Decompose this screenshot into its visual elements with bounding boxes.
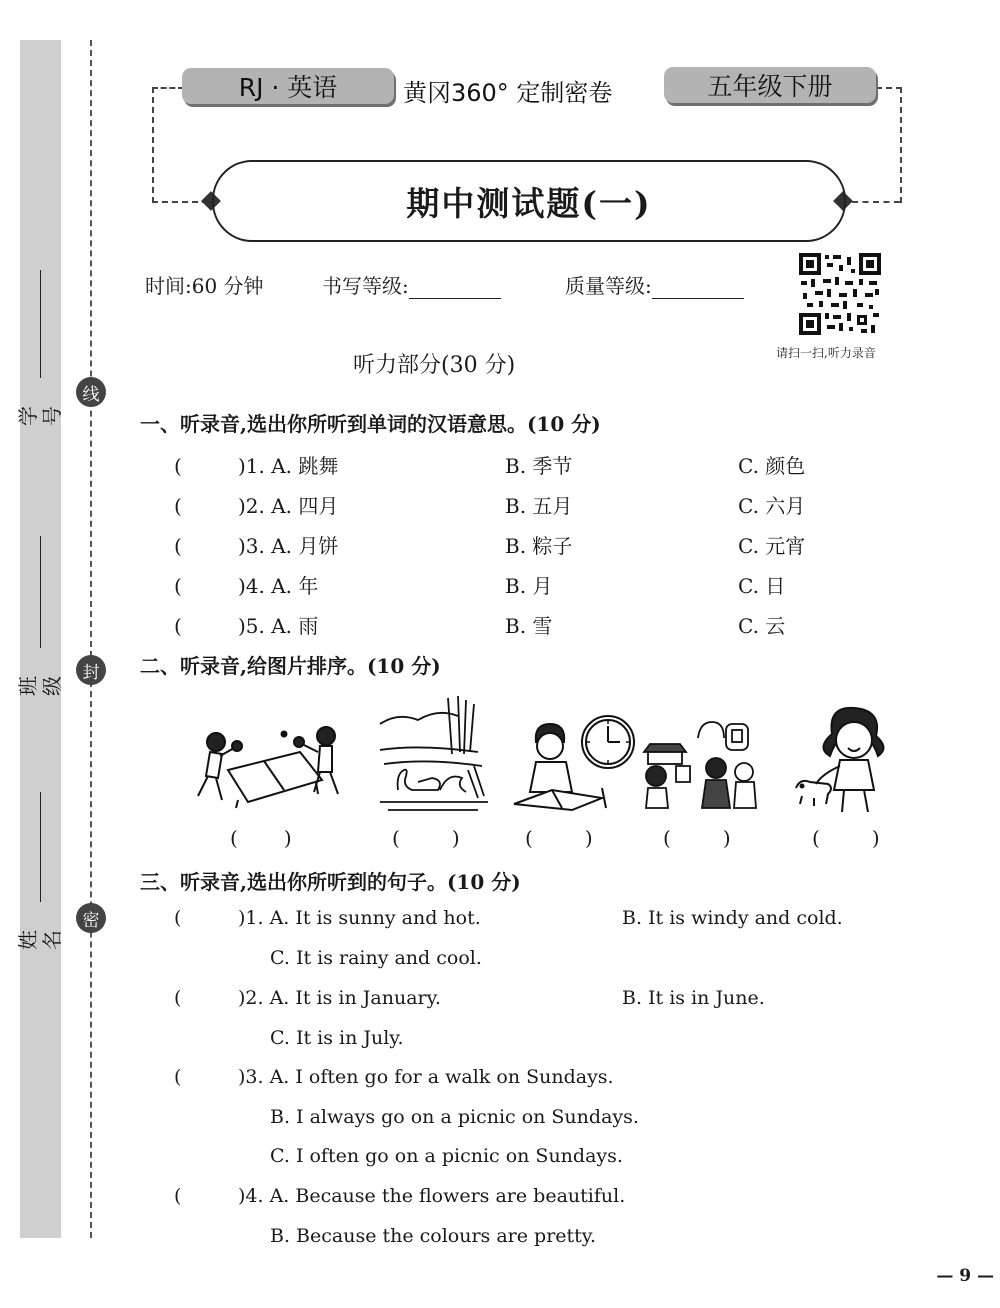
section1-heading: 一、听录音,选出你所听到单词的汉语意思。(10 分)	[140, 412, 601, 436]
student-id-blank[interactable]	[40, 270, 41, 378]
exam-title: 期中测试题(一)	[212, 160, 846, 242]
s1-question-2	[174, 490, 338, 519]
header-dash-right	[852, 201, 900, 203]
s3-q2-option-b: B. It is in June.	[622, 987, 765, 1009]
header-bracket-right	[876, 87, 902, 203]
option-a: )2. A. 四月	[238, 494, 339, 518]
picture-2-blank[interactable]: ( )	[392, 826, 460, 850]
s1-question-5	[174, 610, 318, 639]
s1-q2-option-b: B. 五月	[505, 494, 573, 518]
s1-question-4	[174, 570, 318, 599]
section2-heading: 二、听录音,给图片排序。(10 分)	[140, 654, 441, 678]
s1-q3-option-c: C. 元宵	[738, 534, 806, 558]
ping-pong-players-icon	[188, 722, 352, 810]
option-a: )1. A. 跳舞	[238, 454, 339, 478]
seal-feng: 封	[76, 655, 106, 685]
child-reading-clock-icon	[512, 712, 638, 812]
subject-tag: RJ · 英语	[182, 68, 394, 104]
s3-question-1	[174, 907, 481, 929]
picture-5-blank[interactable]: ( )	[812, 826, 880, 850]
cut-line	[90, 40, 92, 1238]
s3-q2-option-c: C. It is in July.	[270, 1027, 404, 1049]
answer-blank[interactable]: (	[174, 1185, 182, 1207]
listening-part-title: 听力部分(30 分)	[353, 353, 516, 378]
swan-lake-icon	[378, 694, 490, 814]
student-id-field	[16, 270, 64, 432]
s3-q1-option-c: C. It is rainy and cool.	[270, 947, 482, 969]
answer-blank[interactable]: (	[174, 1066, 182, 1088]
s3-q3-option-b: B. I always go on a picnic on Sundays.	[270, 1106, 639, 1128]
option-a: )5. A. 雨	[238, 614, 319, 638]
header-bracket-left	[152, 87, 184, 203]
s3-q1-option-b: B. It is windy and cold.	[622, 907, 843, 929]
answer-blank[interactable]: (	[174, 987, 182, 1009]
name-blank[interactable]	[40, 792, 41, 902]
writing-grade-blank[interactable]	[409, 274, 501, 299]
writing-grade-field	[322, 270, 501, 299]
class-blank[interactable]	[40, 536, 41, 648]
s1-q3-option-b: B. 粽子	[505, 534, 573, 558]
answer-blank[interactable]: (	[174, 534, 182, 558]
quality-grade-blank[interactable]	[652, 274, 744, 299]
time-limit: 时间:60 分钟	[145, 274, 264, 298]
s1-q5-option-b: B. 雪	[505, 614, 553, 638]
s1-q1-option-b: B. 季节	[505, 454, 573, 478]
girl-walking-dog-icon	[792, 704, 906, 816]
name-label: 姓名	[16, 930, 64, 950]
children-sightseeing-icon	[640, 716, 762, 812]
s1-question-1	[174, 450, 338, 479]
s3-question-3	[174, 1066, 614, 1088]
picture-1-blank[interactable]: ( )	[230, 826, 292, 850]
quality-grade-label: 质量等级:	[565, 274, 652, 298]
option-a: )4. A. 年	[238, 574, 319, 598]
option-a: )3. A. 月饼	[238, 534, 339, 558]
s1-q4-option-b: B. 月	[505, 574, 553, 598]
picture-4-blank[interactable]: ( )	[663, 826, 731, 850]
header-dash-left	[152, 201, 208, 203]
writing-grade-label: 书写等级:	[322, 274, 409, 298]
seal-xian: 线	[76, 377, 106, 407]
qr-caption: 请扫一扫,听力录音	[776, 346, 876, 360]
grade-tag: 五年级下册	[664, 67, 876, 103]
answer-blank[interactable]: (	[174, 574, 182, 598]
qr-code-icon[interactable]	[799, 253, 881, 335]
option-a: )3. A. I often go for a walk on Sundays.	[238, 1066, 614, 1088]
section3-heading: 三、听录音,选出你所听到的句子。(10 分)	[140, 870, 521, 894]
s3-q3-option-c: C. I often go on a picnic on Sundays.	[270, 1145, 623, 1167]
answer-blank[interactable]: (	[174, 494, 182, 518]
s3-question-2	[174, 987, 441, 1009]
name-field	[16, 792, 64, 956]
option-a: )2. A. It is in January.	[238, 987, 441, 1009]
s3-q4-option-b: B. Because the colours are pretty.	[270, 1225, 597, 1247]
quality-grade-field	[565, 270, 744, 299]
page-number: — 9 —	[936, 1266, 994, 1286]
answer-blank[interactable]: (	[174, 907, 182, 929]
answer-blank[interactable]: (	[174, 454, 182, 478]
series-title: 黄冈360° 定制密卷	[403, 79, 613, 107]
seal-mi: 密	[76, 903, 106, 933]
class-label: 班级	[16, 676, 64, 696]
s3-question-4	[174, 1185, 625, 1207]
s1-q2-option-c: C. 六月	[738, 494, 806, 518]
class-field	[16, 536, 64, 702]
answer-blank[interactable]: (	[174, 614, 182, 638]
s1-q4-option-c: C. 日	[738, 574, 786, 598]
s1-q1-option-c: C. 颜色	[738, 454, 806, 478]
option-a: )1. A. It is sunny and hot.	[238, 907, 481, 929]
option-a: )4. A. Because the flowers are beautiful.	[238, 1185, 626, 1207]
student-id-label: 学号	[16, 406, 64, 426]
s1-q5-option-c: C. 云	[738, 614, 786, 638]
s1-question-3	[174, 530, 338, 559]
picture-3-blank[interactable]: ( )	[525, 826, 593, 850]
